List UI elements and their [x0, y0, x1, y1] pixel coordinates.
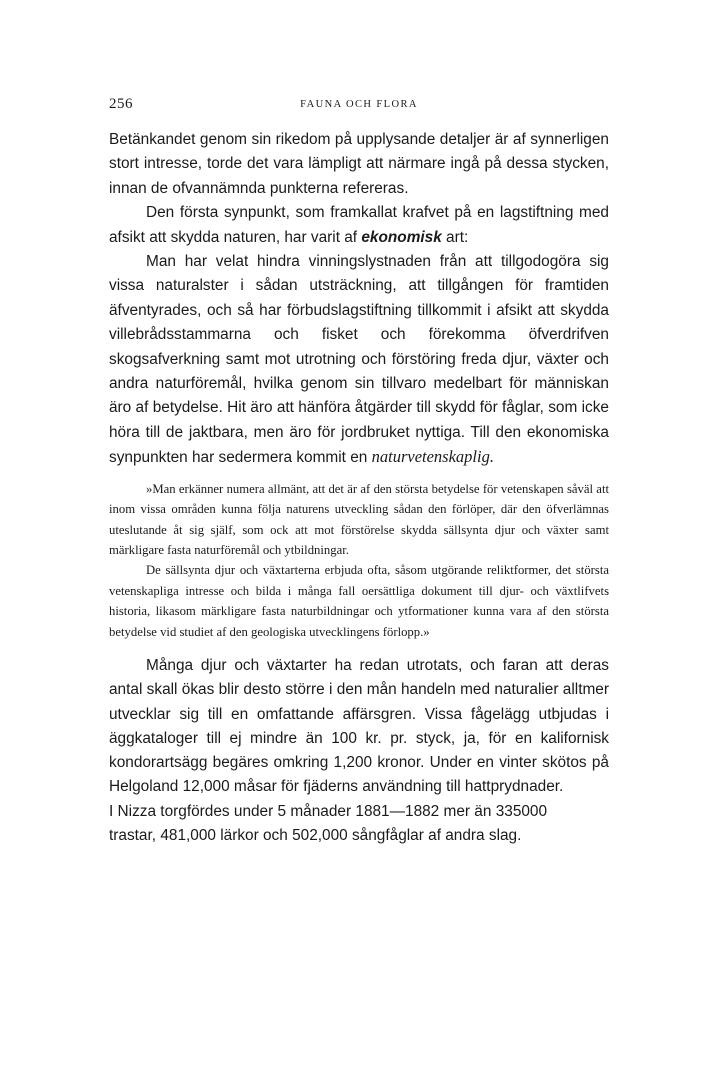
quote-paragraph-2: De sällsynta djur och växtarterna erbjuda ofta, såsom utgörande reliktformer, det största vetenskapliga intresse och bilda i många fall oersättliga dokument till djur- och växtlifvets historia, likasom märkligare fasta naturbildningar och ytformationer kunna vara af den största betydelse vid studiet af den geologiska utvecklingens förlopp.»	[109, 563, 609, 639]
body-text-bottom	[109, 654, 609, 848]
paragraph-5-line-1: I Nizza torgfördes under 5 månader 1881—1882 mer än 335000	[109, 802, 548, 820]
running-head: FAUNA OCH FLORA	[300, 99, 418, 110]
page-number: 256	[109, 96, 133, 112]
block-quote	[109, 479, 609, 642]
paragraph-2-text: Den första synpunkt, som framkallat krafvet på en lagstiftning med afsikt att skydda naturen, har varit af	[109, 204, 609, 246]
paragraph-2	[109, 201, 609, 250]
quote-paragraph-1: »Man erkänner numera allmänt, att det är af den största betydelse för vetenskapen såväl att inom vissa områden kunna följa naturens utveckling sådan den förlöper, där den öfverlämnas uteslutande åt sig själf, som ock att mot förstörelse skydda sällsynta djur och växter samt märkligare fasta naturföremål och ytbildningar.	[109, 481, 609, 557]
page-header	[109, 96, 609, 116]
paragraph-2-end: art:	[441, 228, 469, 246]
paragraph-3	[109, 250, 609, 471]
book-page	[109, 96, 609, 848]
paragraph-5	[109, 800, 609, 849]
paragraph-3-emphasis: naturvetenskaplig.	[371, 447, 494, 467]
paragraph-1: Betänkandet genom sin rikedom på upplysande detaljer är af synnerligen stort intresse, torde det vara lämpligt att närmare ingå på dessa stycken, innan de ofvannämnda punkterna refereras.	[109, 131, 609, 197]
paragraph-4: Många djur och växtarter ha redan utrotats, och faran att deras antal skall ökas blir desto större i den mån handeln med naturalier alltmer utvecklar sig till en omfattande affärsgren. Vissa fågelägg utbjudas i äggkataloger till ej mindre än 100 kr. pr. styck, ja, för en kalifornisk kondorartsägg begäres omkring 1,200 kronor. Under en vinter skötos på Helgoland 12,000 måsar för fjäderns användning till hattprydnader.	[109, 656, 609, 796]
paragraph-2-emphasis: ekonomisk	[361, 228, 442, 246]
paragraph-3-text: Man har velat hindra vinningslystnaden från att tillgodogöra sig vissa naturalster i sådan utsträckning, att tillgången för framtiden äfventyrades, och så har förbudslagstiftning tillkommit i afsikt att skydda villebrådsstammarna och fisket och förekomma öfverdrifven skogsafverkning samt mot utrotning och förstöring freda djur, växter och andra naturföremål, hvilka genom sin tillvaro medelbart för människan äro af betydelse. Hit äro att hänföra åtgärder till skydd för fåglar, som icke höra till de jaktbara, men äro för jordbruket nyttiga. Till den ekonomiska synpunkten har sedermera kommit en	[109, 253, 609, 467]
paragraph-5-line-2: trastar, 481,000 lärkor och 502,000 sångfåglar af andra slag.	[109, 827, 522, 845]
body-text-top	[109, 128, 609, 471]
